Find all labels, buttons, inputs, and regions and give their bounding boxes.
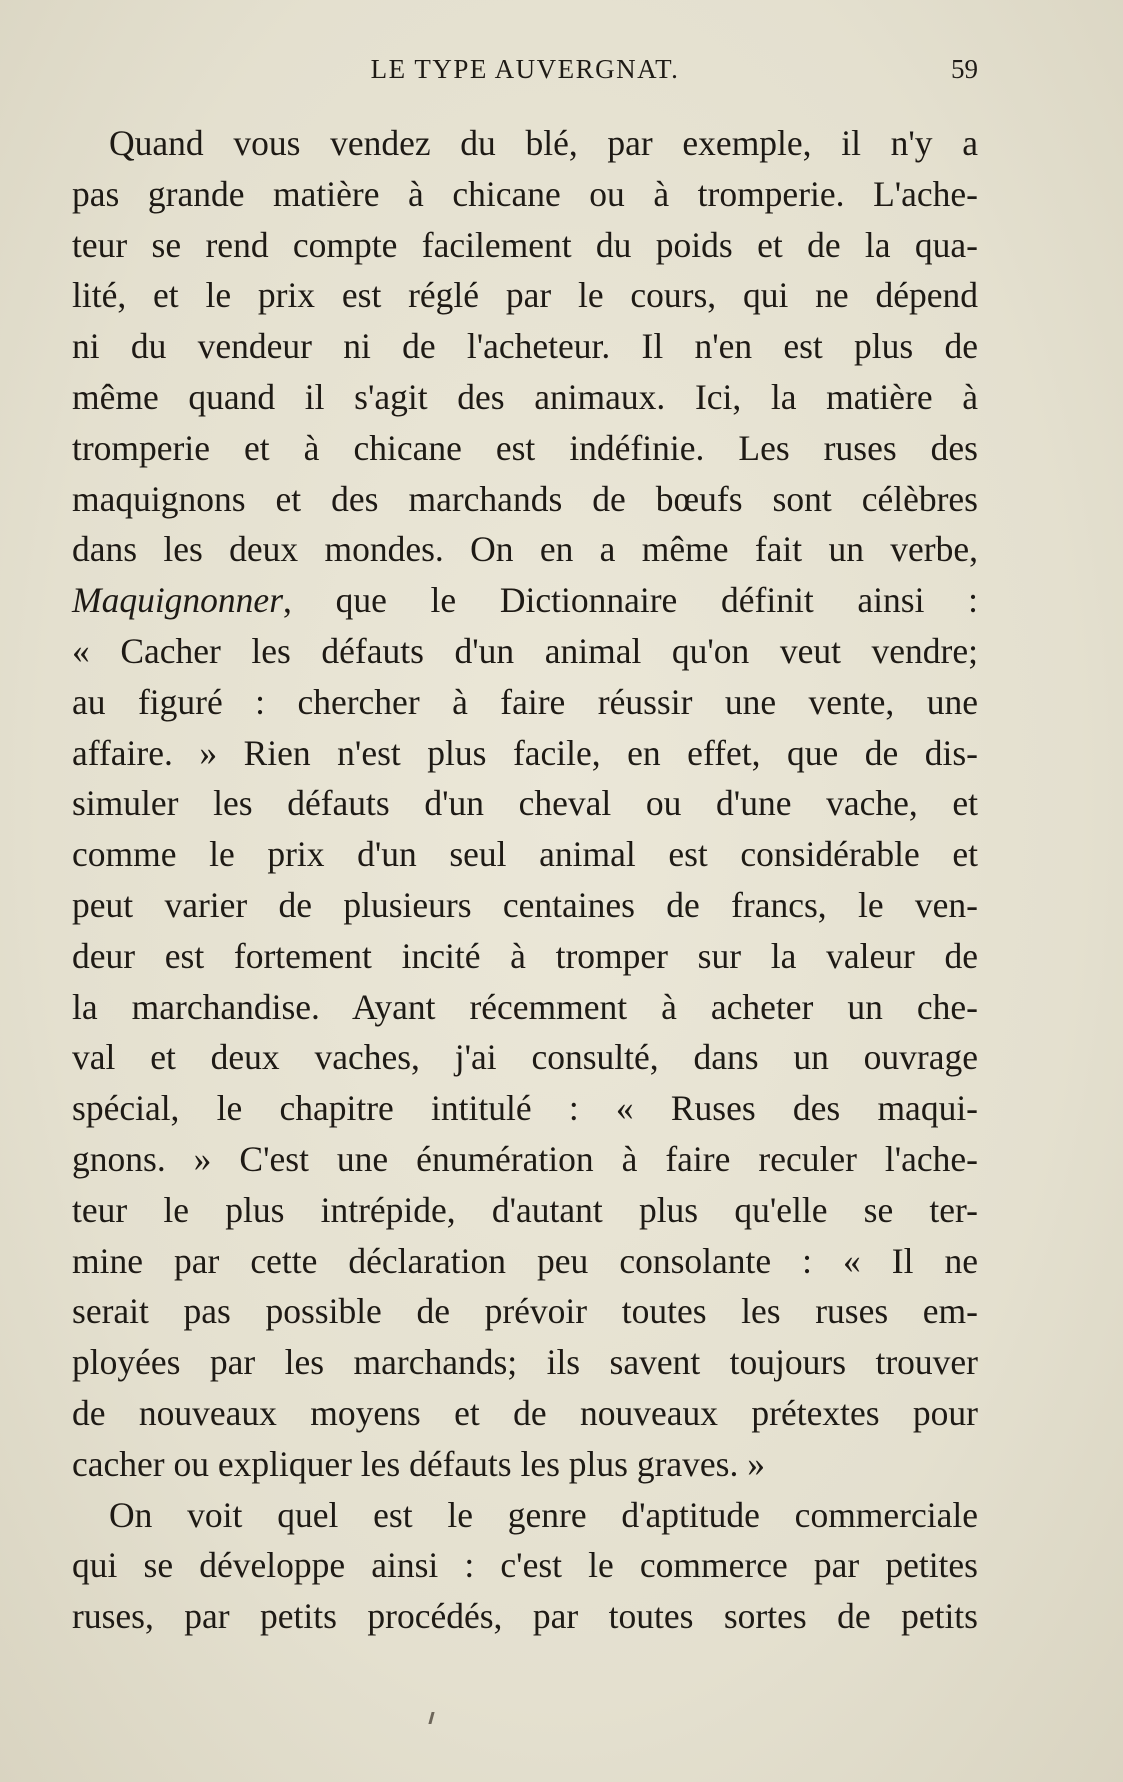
text-line: même quand il s'agit des animaux. Ici, la matière à xyxy=(72,376,978,417)
text-line: teur se rend compte facilement du poids et de la qua- xyxy=(72,224,978,265)
text-line: « Cacher les défauts d'un animal qu'on veut vendre; xyxy=(72,630,978,671)
text-line: comme le prix d'un seul animal est considérable et xyxy=(72,834,978,875)
text-line: teur le plus intrépide, d'autant plus qu'elle se ter- xyxy=(72,1189,978,1230)
running-title: LE TYPE AUVERGNAT. xyxy=(370,54,680,84)
text-line: affaire. » Rien n'est plus facile, en effet, que de dis- xyxy=(72,732,978,773)
text-line: ruses, par petits procédés, par toutes sortes de petits xyxy=(72,1596,978,1637)
italic-term: Maquignonner xyxy=(72,580,284,621)
text-line: de nouveaux moyens et de nouveaux prétextes pour xyxy=(72,1392,978,1433)
text-line: mine par cette déclaration peu consolante : « Il ne xyxy=(72,1240,978,1281)
text-line: serait pas possible de prévoir toutes les ruses em- xyxy=(72,1291,978,1332)
text-line xyxy=(72,575,978,626)
text-line: pas grande matière à chicane ou à tromperie. L'ache- xyxy=(72,173,978,214)
text-line: au figuré : chercher à faire réussir une vente, une xyxy=(72,681,978,722)
running-head xyxy=(72,54,978,94)
text-line: val et deux vaches, j'ai consulté, dans un ouvrage xyxy=(72,1037,978,1078)
text-line: lité, et le prix est réglé par le cours, qui ne dépend xyxy=(72,275,978,316)
text-line: maquignons et des marchands de bœufs sont célèbres xyxy=(72,478,978,519)
text-line: On voit quel est le genre d'aptitude commerciale xyxy=(109,1494,978,1535)
text-line-rest: , que le Dictionnaire définit ainsi : xyxy=(283,580,978,621)
text-line: tromperie et à chicane est indéfinie. Les ruses des xyxy=(72,427,978,468)
text-line: spécial, le chapitre intitulé : « Ruses des maqui- xyxy=(72,1088,978,1129)
text-line: ployées par les marchands; ils savent toujours trouver xyxy=(72,1342,978,1383)
text-line: cacher ou expliquer les défauts les plus graves. » xyxy=(72,1443,765,1484)
text-line: qui se développe ainsi : c'est le commerce par petites xyxy=(72,1545,978,1586)
text-line: peut varier de plusieurs centaines de francs, le ven- xyxy=(72,884,978,925)
text-line: la marchandise. Ayant récemment à acheter un che- xyxy=(72,986,978,1027)
page-number: 59 xyxy=(951,54,978,84)
text-line: dans les deux mondes. On en a même fait un verbe, xyxy=(72,529,978,570)
text-line: gnons. » C'est une énumération à faire reculer l'ache- xyxy=(72,1138,978,1179)
text-line: Quand vous vendez du blé, par exemple, il n'y a xyxy=(109,123,978,163)
text-line: ni du vendeur ni de l'acheteur. Il n'en est plus de xyxy=(72,326,978,367)
text-line: simuler les défauts d'un cheval ou d'une vache, et xyxy=(72,783,978,824)
body-text xyxy=(72,118,978,1642)
text-line: deur est fortement incité à tromper sur la valeur de xyxy=(72,935,978,976)
ink-mark xyxy=(428,1712,434,1724)
